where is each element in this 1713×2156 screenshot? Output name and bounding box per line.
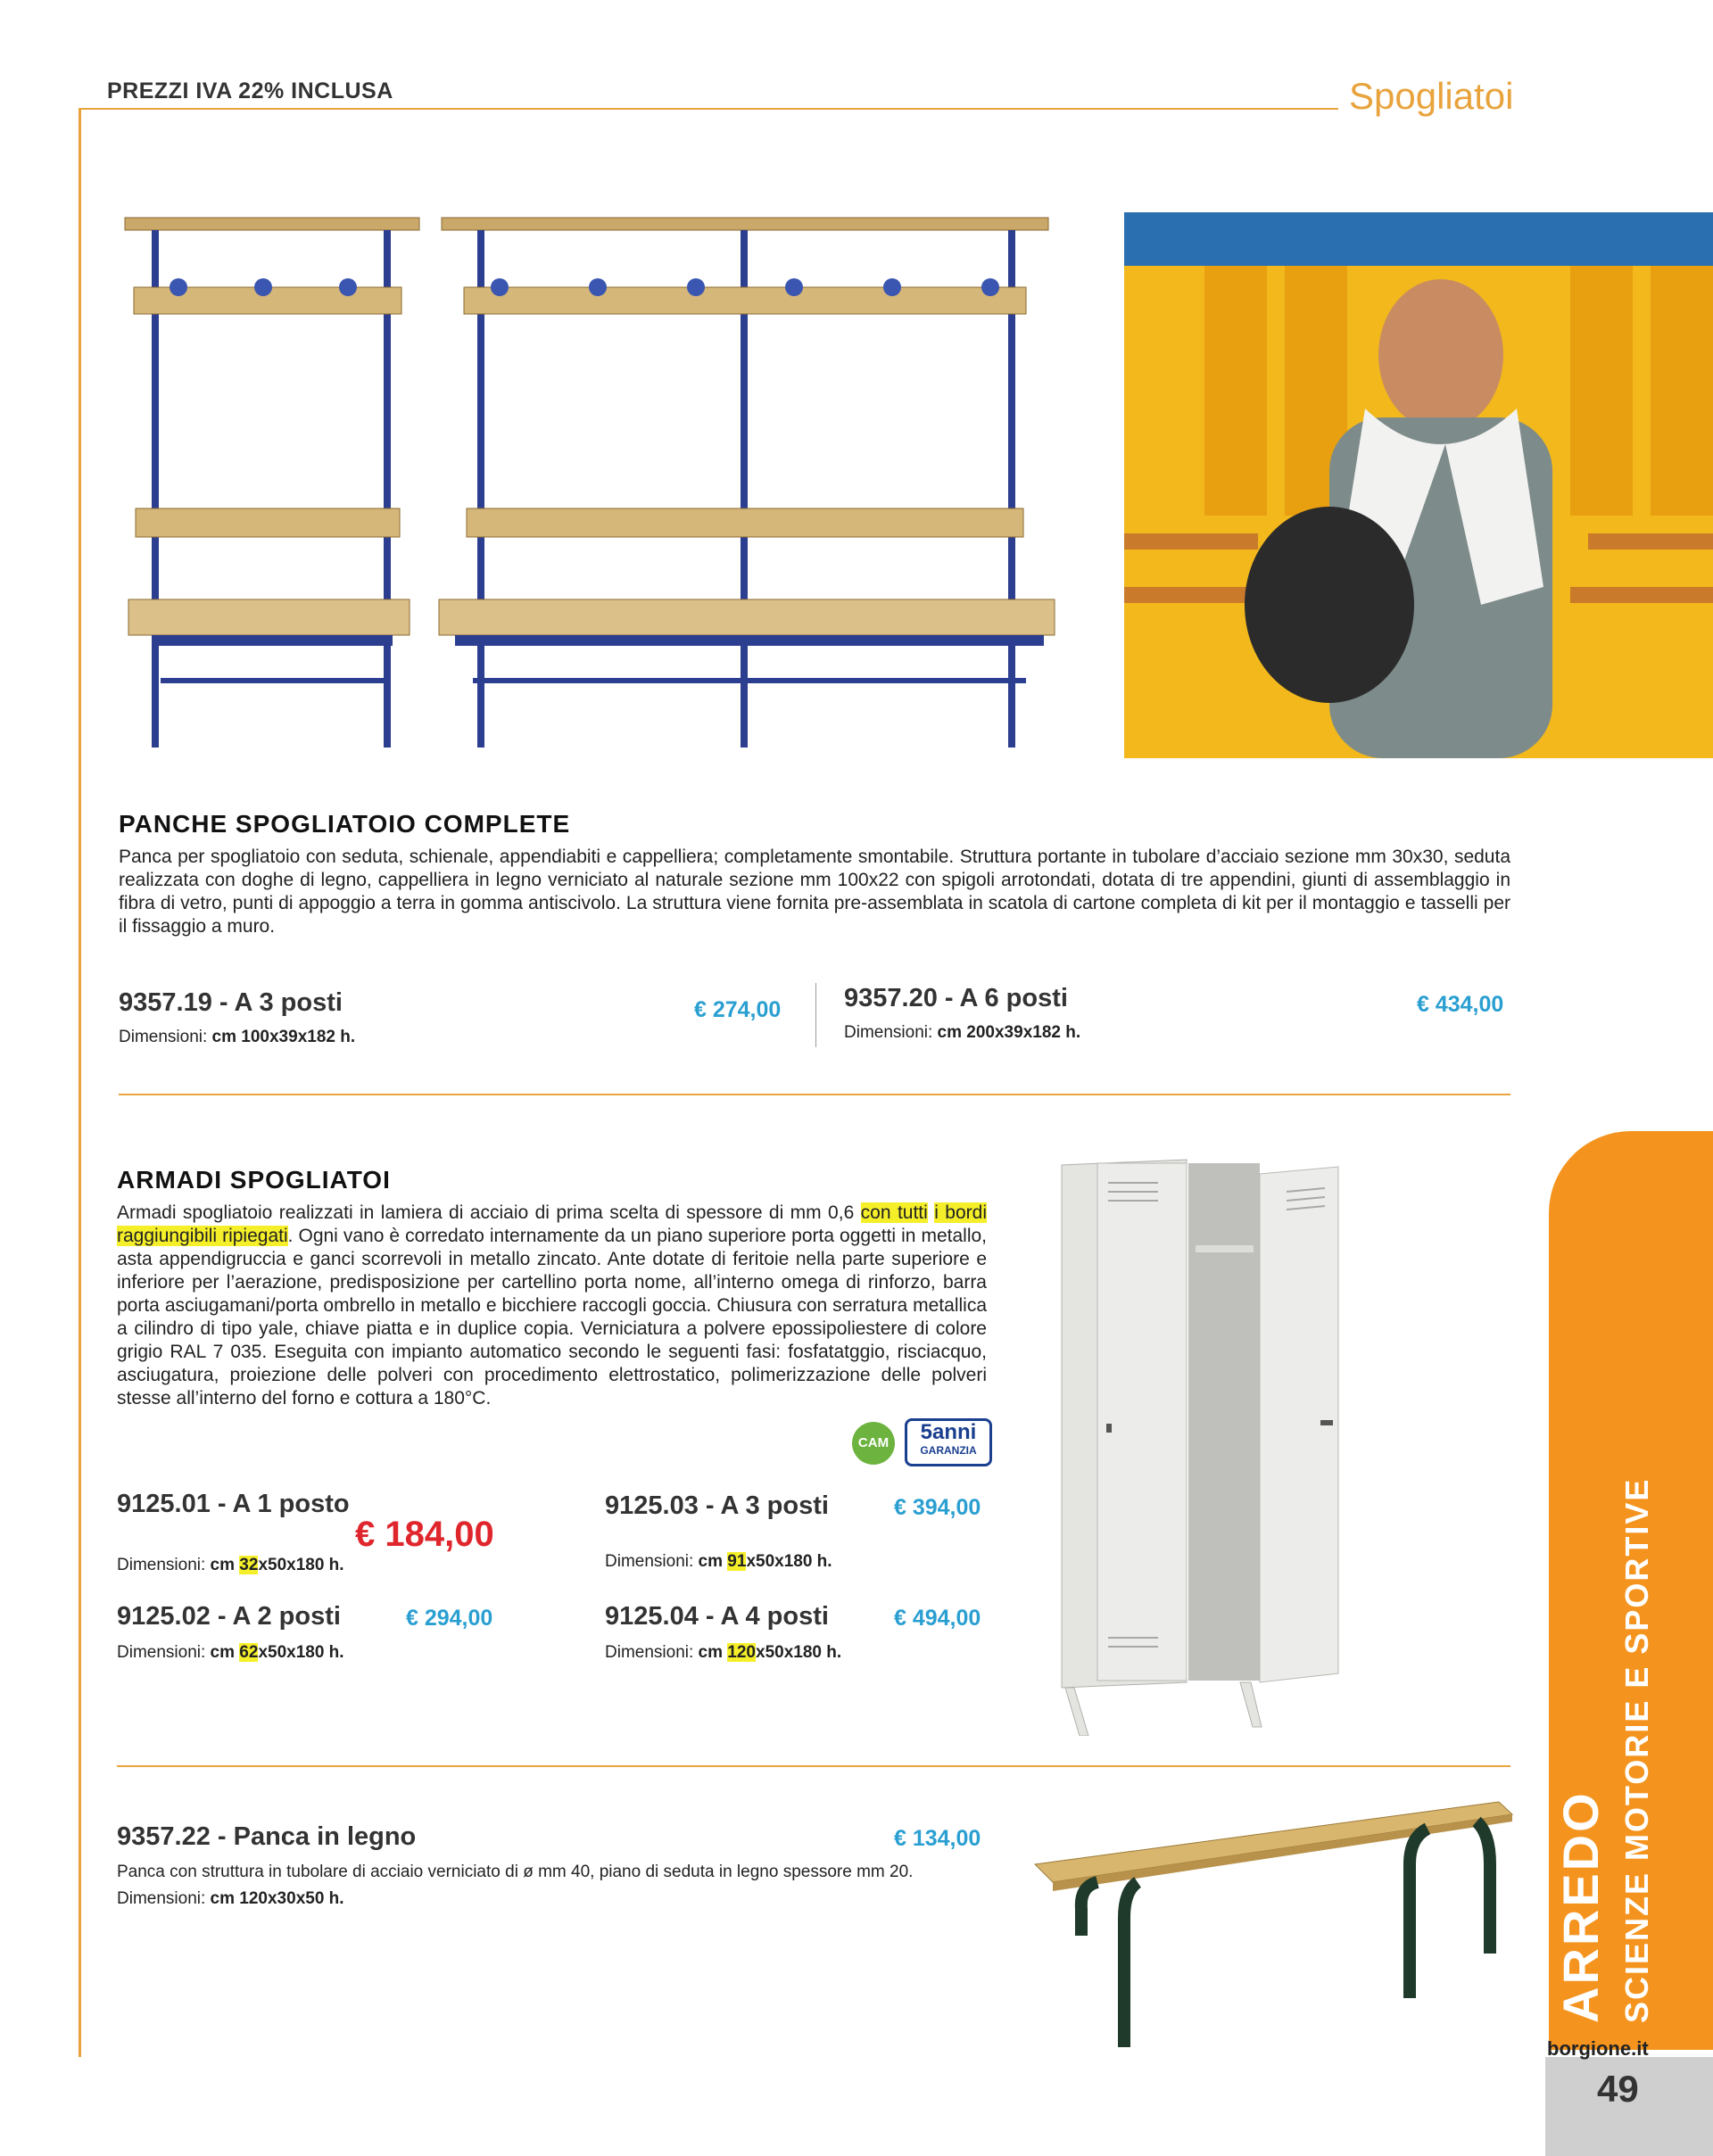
dims-label: Dimensioni:	[605, 1643, 694, 1662]
product-name: A 2 posti	[232, 1602, 341, 1631]
bench-3-seat-illustration	[125, 218, 419, 748]
dims-prefix: cm	[698, 1552, 728, 1571]
dims-highlight: 62	[239, 1643, 259, 1662]
section-title: Spogliatoi	[1349, 75, 1514, 117]
armadi-product-4-dims	[605, 1643, 841, 1663]
warranty-label: GARANZIA	[920, 1444, 977, 1457]
locker-image	[1053, 1156, 1347, 1736]
dims-prefix: cm	[698, 1643, 728, 1662]
vertical-divider	[815, 983, 816, 1047]
bench-image	[116, 214, 1062, 767]
panca-legno-price: € 134,00	[894, 1826, 981, 1851]
dims-value: cm 200x39x182 h.	[937, 1023, 1081, 1042]
dims-label: Dimensioni:	[119, 1028, 208, 1046]
panche-product-1-dims	[119, 1028, 355, 1047]
armadi-product-1-price: € 184,00	[355, 1515, 494, 1554]
product-code: 9125.01	[117, 1490, 211, 1518]
panche-description: Panca per spogliatoio con seduta, schienale, appendiabiti e cappelliera; completamente smontabile. Struttura portante in tubolare d’acciaio sezione mm 30x30, seduta realizzata con doghe di legno, cappelliera in legno verniciato al naturale sezione mm 100x22 con spigoli arrotondati, dotata di tre appendini, giunti di assemblaggio in fibra di vetro, punti di appoggio a terra in gomma antiscivolo. La struttura viene fornita pre-assemblata in scatola di cartone completa di kit per il montaggio e tasselli per il fissaggio a muro.	[119, 847, 1510, 937]
side-subcategory	[1618, 1113, 1681, 2023]
dims-value: cm 100x39x182 h.	[211, 1028, 356, 1046]
panche-product-2-price: € 434,00	[1417, 992, 1504, 1017]
dims-highlight: 91	[727, 1552, 747, 1571]
vat-note: PREZZI IVA 22% INCLUSA	[107, 78, 393, 103]
product-name: A 3 posti	[720, 1491, 829, 1520]
locker-room-photo	[1124, 212, 1713, 758]
panche-product-2-title: 9357.20 - A 6 posti	[844, 984, 1068, 1012]
panche-product-1-price: € 274,00	[694, 997, 782, 1022]
section-divider	[117, 1765, 1510, 1767]
category-side-tab	[1549, 1131, 1713, 2050]
dims-label: Dimensioni:	[605, 1552, 694, 1571]
desc-highlight: i bordi raggiungibili ripiegati	[117, 1202, 987, 1246]
panca-legno-description: Panca con struttura in tubolare di acciaio verniciato di ø mm 40, piano di seduta in legno spessore mm 20.	[117, 1863, 914, 1881]
armadi-product-2-title: 9125.02 - A 2 posti	[117, 1602, 341, 1631]
dims-suffix: x50x180 h.	[258, 1643, 344, 1662]
armadi-product-1-title: 9125.01 - A 1 posto	[117, 1490, 350, 1518]
product-code: 9125.03	[605, 1491, 699, 1520]
panca-legno-dims	[117, 1889, 344, 1909]
desc-text: Armadi spogliatoio realizzati in lamiera di acciaio di prima scelta di spessore di mm 0,6	[117, 1202, 861, 1223]
product-code: 9125.02	[117, 1602, 211, 1631]
dims-highlight: 120	[727, 1643, 756, 1662]
page-number: 49	[1597, 2068, 1639, 2110]
product-code: 9357.20	[844, 984, 938, 1012]
wooden-bench-image	[1026, 1793, 1526, 2061]
dims-label: Dimensioni:	[117, 1556, 206, 1574]
panche-product-1-title: 9357.19 - A 3 posti	[119, 988, 343, 1017]
product-name: A 4 posti	[720, 1602, 829, 1631]
desc-text: . Ogni vano è corredato internamente da un piano superiore porta oggetti in metallo, asta appendigruccia e ganci scorrevoli in metallo zincato. Ante dotate di feritoie nella parte superiore e inferiore per l’aerazione, predisposizione per cartellino porta nome, all’interno omega di rinforzo, barra porta asciugamani/porta ombrello in metallo e bicchiere raccogli goccia. Chiusura con serratura metallica a cilindro di tipo yale, chiave piatta e in duplice copia. Verniciatura a polvere epossipoliestere di colore grigio RAL 7 035. Eseguita con impianto automatico secondo le seguenti fasi: fosfatatggio, risciacquo, asciugatura, proiezione delle polveri con procedimento elettrostatico, polimerizzazione delle polveri stesse all’interno del forno e cottura a 180°C.	[117, 1226, 987, 1408]
dims-suffix: x50x180 h.	[756, 1643, 842, 1662]
subcategory-label: SCIENZE MOTORIE E SPORTIVE	[1618, 1477, 1655, 2023]
desc-highlight: con tutti	[860, 1202, 928, 1223]
panca-legno-title: 9357.22 - Panca in legno	[117, 1822, 417, 1851]
warranty-badge	[905, 1418, 992, 1466]
panche-product-2-dims	[844, 1023, 1080, 1043]
dims-label: Dimensioni:	[117, 1889, 206, 1908]
panche-title: PANCHE SPOGLIATOIO COMPLETE	[119, 810, 571, 838]
product-code: 9125.04	[605, 1602, 699, 1631]
bench-6-seat-illustration	[439, 218, 1055, 748]
dims-prefix: cm	[210, 1643, 240, 1662]
section-divider	[119, 1094, 1510, 1095]
warranty-years: 5anni	[920, 1420, 977, 1444]
armadi-product-1-dims	[117, 1556, 344, 1575]
footer-url[interactable]: borgione.it	[1547, 2037, 1649, 2060]
product-name: Panca in legno	[233, 1822, 417, 1851]
header-rule	[80, 108, 1338, 110]
armadi-product-4-title: 9125.04 - A 4 posti	[605, 1602, 829, 1631]
side-category	[1552, 1113, 1614, 2023]
left-rule	[79, 108, 81, 2057]
armadi-product-2-price: € 294,00	[406, 1606, 493, 1631]
armadi-product-2-dims	[117, 1643, 344, 1663]
armadi-product-3-title: 9125.03 - A 3 posti	[605, 1491, 829, 1520]
dims-label: Dimensioni:	[844, 1023, 933, 1042]
product-code: 9357.22	[117, 1822, 211, 1851]
armadi-product-4-price: € 494,00	[894, 1606, 981, 1631]
armadi-product-3-dims	[605, 1552, 832, 1572]
dims-label: Dimensioni:	[117, 1643, 206, 1662]
armadi-description	[117, 1202, 987, 1410]
dims-highlight: 32	[239, 1556, 259, 1574]
product-name: A 3 posti	[234, 988, 343, 1017]
product-code: 9357.19	[119, 988, 212, 1017]
cam-badge: CAM	[852, 1422, 895, 1465]
dims-suffix: x50x180 h.	[746, 1552, 832, 1571]
product-name: A 6 posti	[959, 984, 1068, 1012]
armadi-product-3-price: € 394,00	[894, 1495, 981, 1520]
armadi-title: ARMADI SPOGLIATOI	[117, 1166, 391, 1194]
dims-suffix: x50x180 h.	[258, 1556, 344, 1574]
category-label: ARREDO	[1552, 1790, 1609, 2023]
product-name: A 1 posto	[232, 1490, 350, 1518]
dims-value: cm 120x30x50 h.	[210, 1889, 344, 1908]
dims-prefix: cm	[210, 1556, 240, 1574]
